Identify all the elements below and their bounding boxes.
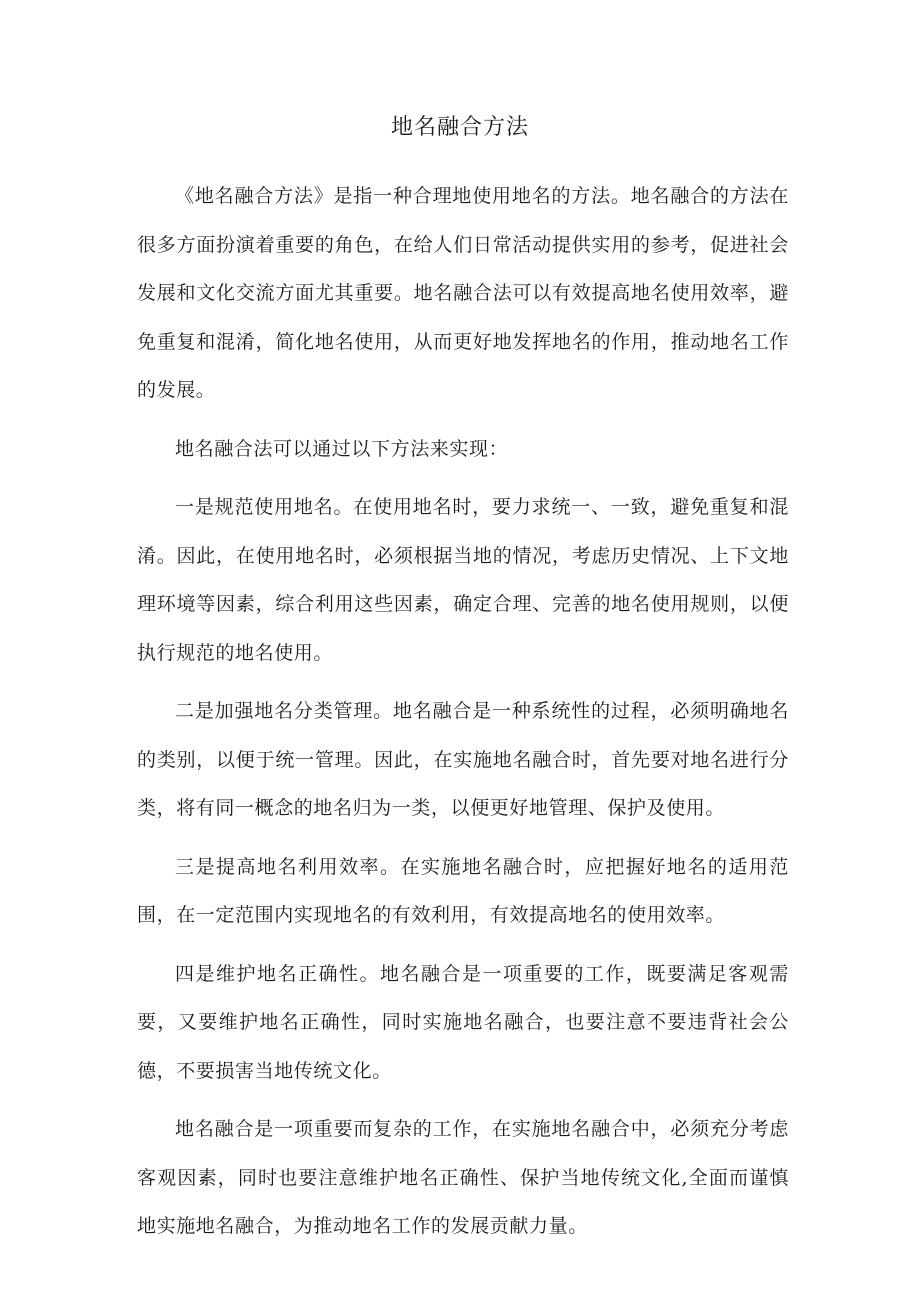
paragraph-method-4: 四是维护地名正确性。地名融合是一项重要的工作，既要满足客观需要，又要维护地名正确性，同时实施地名融合，也要注意不要违背社会公德，不要损害当地传统文化。 <box>137 962 789 1082</box>
document-title: 地名融合方法 <box>390 115 529 140</box>
document-body <box>137 172 789 1261</box>
paragraph-method-3: 三是提高地名利用效率。在实施地名融合时，应把握好地名的适用范围，在一定范围内实现地名的有效利用，有效提高地名的使用效率。 <box>137 855 789 926</box>
paragraph-methods-lead: 地名融合法可以通过以下方法来实现： <box>175 437 509 460</box>
paragraph-method-2: 二是加强地名分类管理。地名融合是一种系统性的过程，必须明确地名的类别，以便于统一管理。因此，在实施地名融合时，首先要对地名进行分类，将有同一概念的地名归为一类，以便更好地管理、保护及使用。 <box>137 700 789 819</box>
paragraph-conclusion: 地名融合是一项重要而复杂的工作，在实施地名融合中，必须充分考虑客观因素，同时也要注意维护地名正确性、保护当地传统文化,全面而谨慎地实施地名融合，为推动地名工作的发展贡献力量。 <box>137 1118 789 1237</box>
paragraph-intro: 《地名融合方法》是指一种合理地使用地名的方法。地名融合的方法在很多方面扮演着重要的角色，在给人们日常活动提供实用的参考，促进社会发展和文化交流方面尤其重要。地名融合法可以有效提高地名使用效率，避免重复和混淆，简化地名使用，从而更好地发挥地名的作用，推动地名工作的发展。 <box>137 185 789 401</box>
paragraph-method-1: 一是规范使用地名。在使用地名时，要力求统一、一致，避免重复和混淆。因此，在使用地名时，必须根据当地的情况，考虑历史情况、上下文地理环境等因素，综合利用这些因素，确定合理、完善的地名使用规则，以便执行规范的地名使用。 <box>137 496 789 664</box>
